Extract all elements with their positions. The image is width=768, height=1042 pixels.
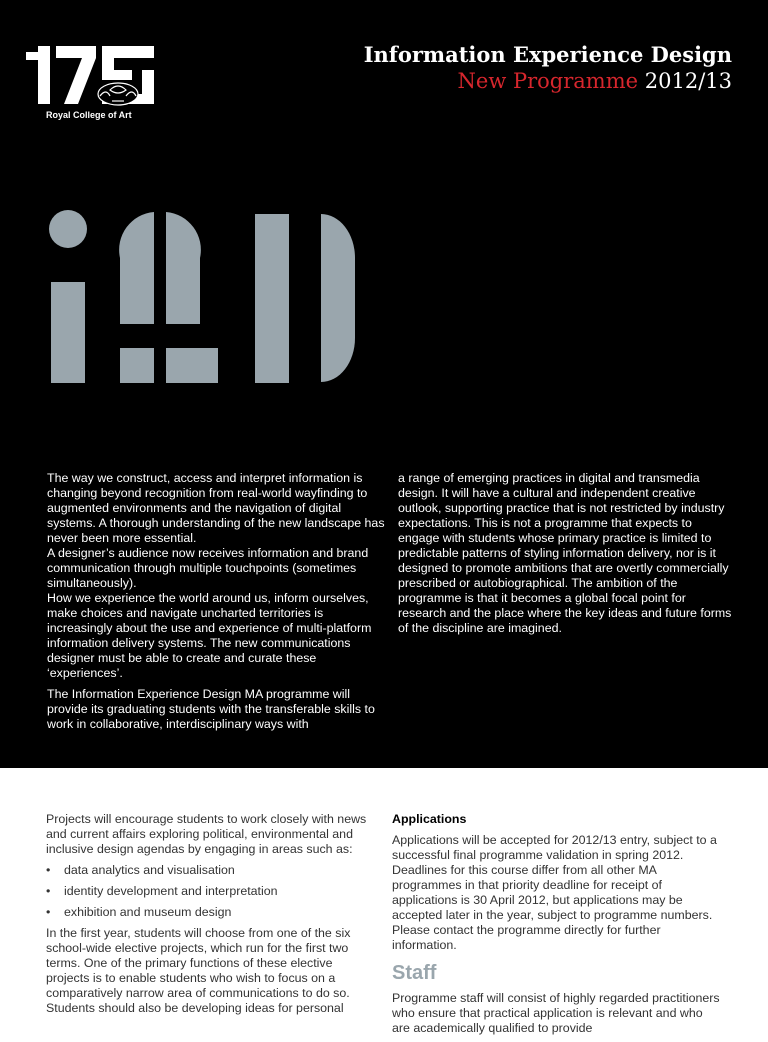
intro-column-2 xyxy=(398,471,733,642)
page-subtitle xyxy=(364,68,732,94)
intro-paragraph: The way we construct, access and interpret information is changing beyond recognition from real-world wayfinding to augmented environments and the navigation of digital systems. A thorough understanding of the new landscape has never been more essential. xyxy=(47,471,385,545)
applications-heading: Applications xyxy=(392,812,467,826)
focus-area-list xyxy=(46,863,376,920)
subtitle-year: 2012/13 xyxy=(644,69,732,93)
page-title: Information Experience Design xyxy=(363,42,732,67)
rca-175-icon xyxy=(26,44,166,108)
intro-paragraph: The Information Experience Design MA programme will provide its graduating students with the transferable skills to work in collaborative, interdisciplinary ways with xyxy=(47,687,375,731)
staff-heading: Staff xyxy=(392,962,437,984)
header-block xyxy=(364,42,732,94)
list-item: • data analytics and visualisation xyxy=(46,863,376,878)
rca-logo xyxy=(26,44,166,124)
iep-wordmark-graphic xyxy=(48,210,368,390)
intro-paragraph: A designer’s audience now receives information and brand communication through multiple touchpoints (sometimes simultaneously). xyxy=(47,546,369,590)
intro-column-1 xyxy=(47,471,387,738)
applications-text: Applications will be accepted for 2012/13 entry, subject to a successful final programme validation in spring 2012. Deadlines for this course differ from all other MA programmes in that priority deadline for receipt of applications is 30 April 2012, but applications may be accepted later in the year, subject to programme numbers. Please contact the programme directly for further information. xyxy=(392,833,717,952)
subtitle-highlight: New Programme xyxy=(457,69,639,93)
applications-column xyxy=(392,812,722,1042)
list-item: • exhibition and museum design xyxy=(46,905,376,920)
iep-wordmark xyxy=(48,210,368,395)
intro-paragraph: a range of emerging practices in digital and transmedia design. It will have a cultural and independent creative outlook, supporting practice that is not restricted by industry expectations. This is not a programme that expects to engage with students whose primary practice is limited to predictable patterns of styling information delivery, nor is it designed to promote ambitions that are overtly commercially prescribed or autobiographical. The ambition of the programme is that it becomes a global focal point for research and the place where the key ideas and future forms of the discipline are imagined. xyxy=(398,471,732,635)
logo-caption: Royal College of Art xyxy=(46,110,132,120)
intro-paragraph: How we experience the world around us, inform ourselves, make choices and navigate uncharted territories is increasingly about the use and experience of multi-platform information delivery systems. The new communications designer must be able to create and curate these ‘experiences’. xyxy=(47,591,372,680)
projects-intro: Projects will encourage students to work closely with news and current affairs exploring political, environmental and inclusive design agendas by engaging in areas such as: xyxy=(46,812,367,856)
staff-text: Programme staff will consist of highly regarded practitioners who ensure that practical application is relevant and who are academically qualified to provide xyxy=(392,991,720,1035)
list-item: • identity development and interpretation xyxy=(46,884,376,899)
projects-column xyxy=(46,812,376,1022)
first-year-text: In the first year, students will choose from one of the six school-wide elective projects, which run for the first two terms. One of the primary functions of these elective projects is to enable students who wish to focus on a comparatively narrow area of communications to do so. Students should also be developing ideas for personal xyxy=(46,926,351,1015)
